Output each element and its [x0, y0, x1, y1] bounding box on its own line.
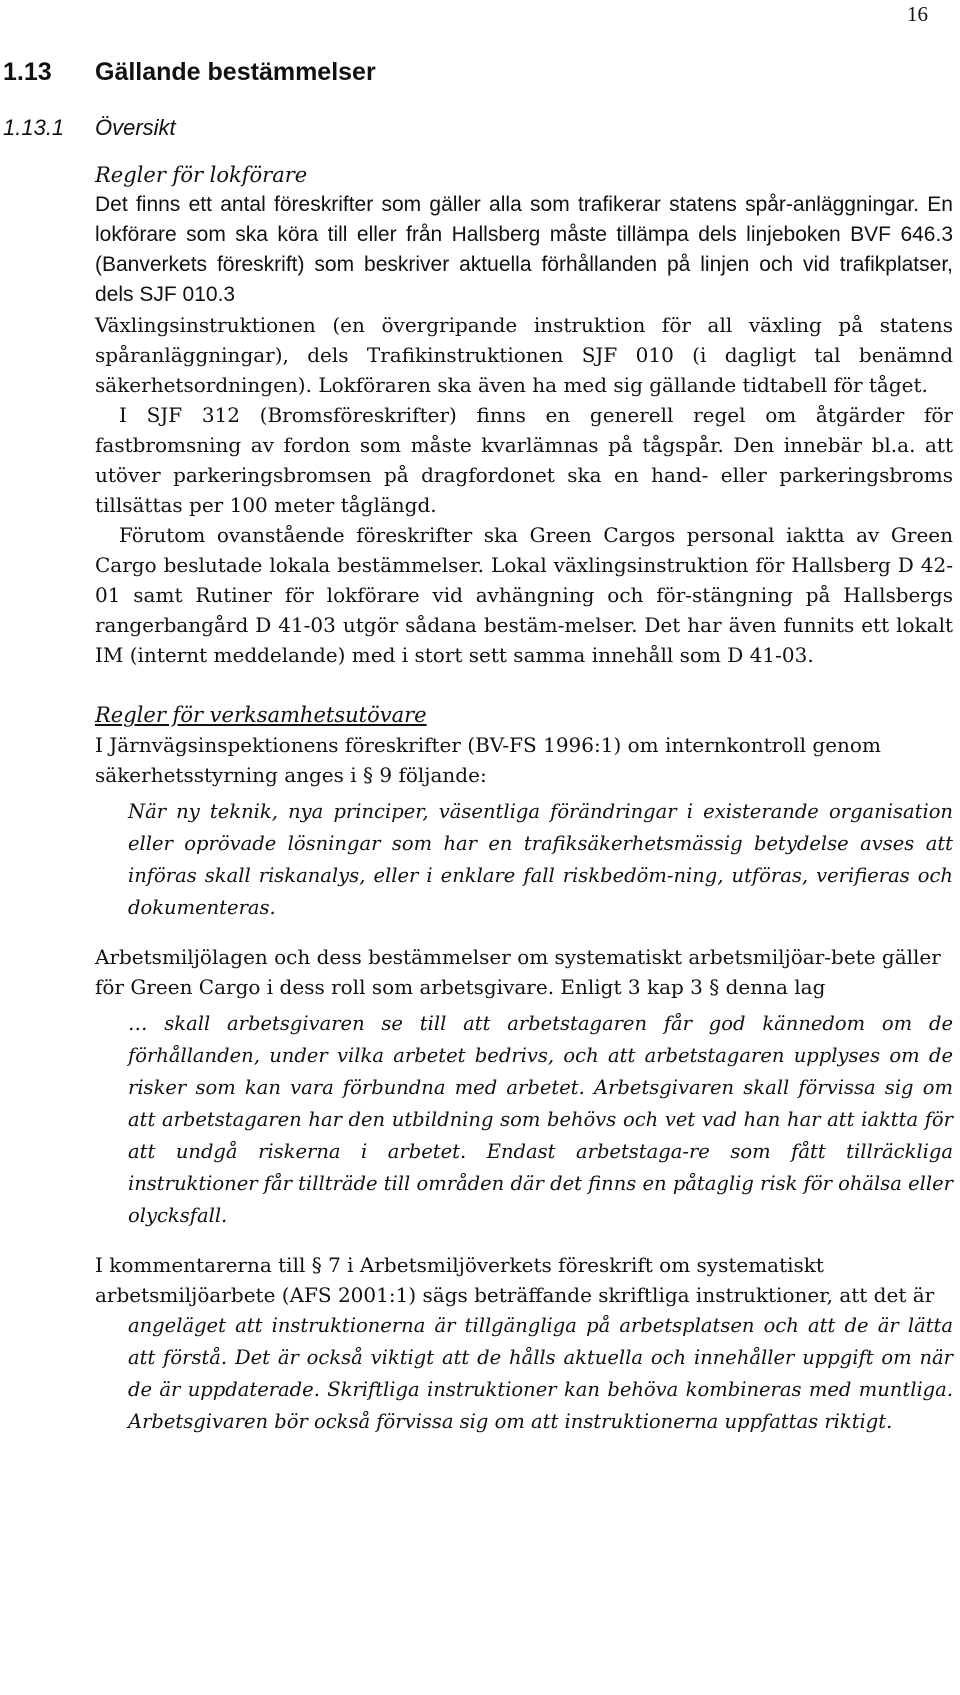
page-number: 16	[907, 2, 928, 26]
paragraph-lokala-bestammelser: Förutom ovanstående föreskrifter ska Green Cargos personal iaktta av Green Cargo beslutade lokala bestämmelser. Lokal växlingsinstruktion för Hallsberg D 42-01 samt Rutiner för lokförare vid avhängning och för-stängning på Hallsbergs rangerbangård D 41-03 utgör sådana bestäm-melser. Det har även funnits ett lokalt IM (internt meddelande) med i stort sett samma innehåll som D 41-03.	[95, 523, 953, 667]
subsection-title: Översikt	[95, 115, 176, 140]
section-title: Gällande bestämmelser	[95, 58, 376, 86]
paragraph-afs-kommentarer: I kommentarerna till § 7 i Arbetsmiljöverkets föreskrift om systematiskt arbetsmiljöarbete (AFS 2001:1) sägs beträffande skriftliga instruktioner, att det är	[95, 1253, 935, 1307]
section-number: 1.13	[3, 58, 52, 86]
paragraph-regler-intro: Det finns ett antal föreskrifter som gäller alla som trafikerar statens spår-anläggningar. En lokförare som ska köra till eller från Hallsberg måste tillämpa dels linjeboken BVF 646.3 (Banverkets föreskrift) som beskriver aktuella förhållanden på linjen och vid trafikplatser, dels SJF 010.3	[95, 193, 953, 306]
quote-riskanalys: När ny teknik, nya principer, väsentliga förändringar i existerande organisation eller oprövade lösningar som har en trafiksäkerhetsmässig betydelse avses att införas skall riskanalys, eller i enklare fall riskbedöm-ning, utföras, verifieras och dokumenteras.	[128, 800, 953, 919]
subsection-heading	[3, 115, 176, 141]
subheading-lokforare: Regler för lokförare	[95, 163, 308, 187]
section-heading	[3, 58, 376, 87]
document-body	[95, 160, 953, 1438]
paragraph-regler-intro-cont: Växlingsinstruktionen (en övergripande instruktion för all växling på statens spåranläggningar), dels Trafikinstruktionen SJF 010 (i dagligt tal benämnd säkerhetsordningen). Lokföraren ska även ha med sig gällande tidtabell för tåget.	[95, 313, 953, 397]
subheading-verksamhetsutovare: Regler för verksamhetsutövare	[95, 703, 427, 727]
paragraph-bromsforeskrifter: I SJF 312 (Bromsföreskrifter) finns en generell regel om åtgärder för fastbromsning av fordon som måste kvarlämnas på tågspår. Den innebär bl.a. att utöver parkeringsbromsen på dragfordonet ska en hand- eller parkeringsbroms tillsättas per 100 meter tåglängd.	[95, 403, 953, 517]
paragraph-arbetsmiljolagen: Arbetsmiljölagen och dess bestämmelser om systematiskt arbetsmiljöar-bete gäller för Green Cargo i dess roll som arbetsgivare. Enligt 3 kap 3 § denna lag	[95, 945, 941, 999]
paragraph-jarnvagsinspektionen: I Järnvägsinspektionens föreskrifter (BV-FS 1996:1) om internkontroll genom säkerhetsstyrning anges i § 9 följande:	[95, 733, 881, 787]
quote-arbetsgivaren: … skall arbetsgivaren se till att arbetstagaren får god kännedom om de förhållanden, under vilka arbetet bedrivs, och att arbetstagaren upplyses om de risker som kan vara förbundna med arbetet. Arbetsgivaren skall förvissa sig om att arbetstagaren har den utbildning som behövs och vet vad han har att iaktta för att undgå riskerna i arbetet. Endast arbetstaga-re som fått tillräckliga instruktioner får tillträde till områden där det finns en påtaglig risk för ohälsa eller olycksfall.	[128, 1012, 953, 1227]
quote-instruktioner: angeläget att instruktionerna är tillgängliga på arbetsplatsen och att de är lätta att förstå. Det är också viktigt att de hålls aktuella och innehåller uppgift om när de är uppdaterade. Skriftliga instruktioner kan behöva kombineras med muntliga. Arbetsgivaren bör också förvissa sig om att instruktionerna uppfattas riktigt.	[128, 1314, 953, 1433]
subsection-number: 1.13.1	[3, 115, 65, 140]
